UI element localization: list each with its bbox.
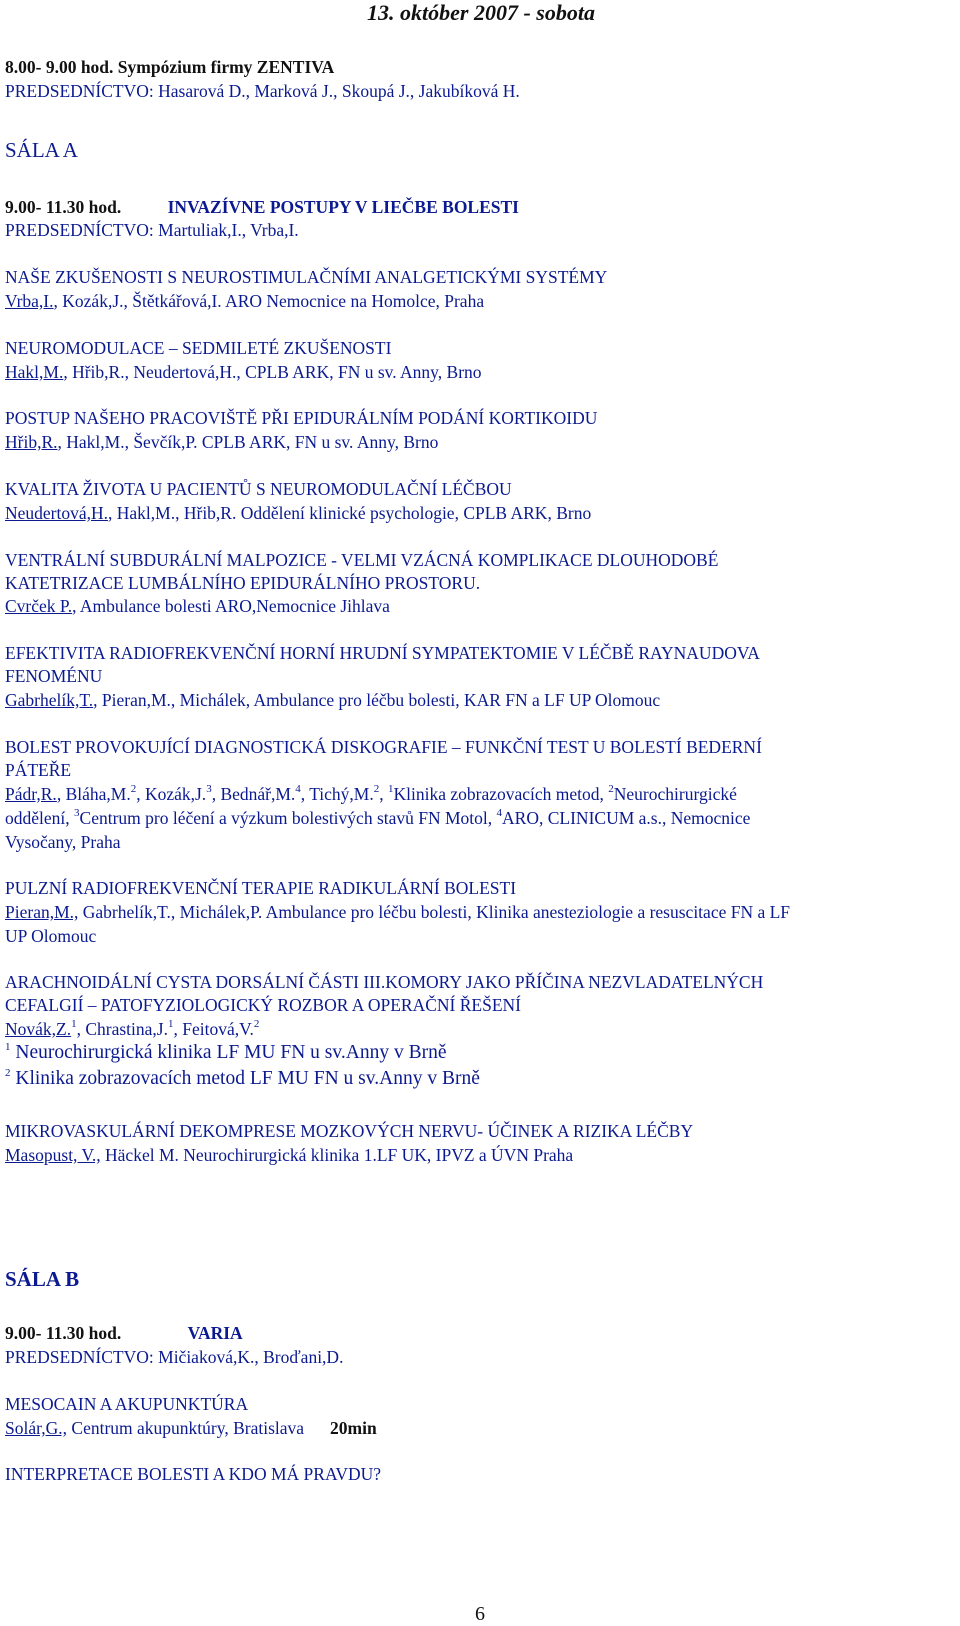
sala-a-chair: PREDSEDNÍCTVO: Martuliak,I., Vrba,I. — [5, 220, 299, 240]
talk-authors — [5, 901, 790, 923]
affiliation: Centrum pro léčení a výzkum bolestivých stavů FN Motol, — [79, 808, 497, 828]
symposium-title: 8.00- 9.00 hod. Sympózium firmy ZENTIVA — [5, 57, 335, 77]
talk-affiliation-cont: Vysočany, Praha — [5, 832, 121, 852]
talk-title: NAŠE ZKUŠENOSTI S NEUROSTIMULAČNÍMI ANALGETICKÝMI SYSTÉMY — [5, 267, 608, 287]
separator: , — [379, 784, 388, 804]
talk-authors — [5, 502, 591, 524]
sala-a-time: 9.00- 11.30 hod. — [5, 197, 122, 217]
sala-b-chair: PREDSEDNÍCTVO: Mičiaková,K., Broďani,D. — [5, 1347, 344, 1367]
coauthors-affiliation: Häckel M. Neurochirurgická klinika 1.LF UK, IPVZ a ÚVN Praha — [100, 1145, 574, 1165]
talk-authors — [5, 290, 484, 312]
talk-title-cont: PÁTEŘE — [5, 760, 72, 780]
talk-affiliation — [5, 807, 750, 829]
talk-title: VENTRÁLNÍ SUBDURÁLNÍ MALPOZICE - VELMI VZÁCNÁ KOMPLIKACE DLOUHODOBÉ — [5, 550, 719, 570]
affiliation-line — [5, 1042, 447, 1064]
coauthor: , Bláha,M. — [56, 784, 131, 804]
talk-title: MIKROVASKULÁRNÍ DEKOMPRESE MOZKOVÝCH NERVU- ÚČINEK A RIZIKA LÉČBY — [5, 1121, 694, 1141]
coauthor: , Kozák,J. — [136, 784, 207, 804]
talk-title: BOLEST PROVOKUJÍCÍ DIAGNOSTICKÁ DISKOGRAFIE – FUNKČNÍ TEST U BOLESTÍ BEDERNÍ — [5, 737, 762, 757]
coauthors-affiliation: , Hakl,M., Hřib,R. Oddělení klinické psychologie, CPLB ARK, Brno — [108, 503, 592, 523]
affiliation: oddělení, — [5, 808, 75, 828]
affiliation-sup: 1 — [388, 783, 394, 796]
coauthor: , Bednář,M. — [211, 784, 296, 804]
sala-a-session — [5, 196, 519, 218]
coauthors-affiliation: , Ambulance bolesti ARO,Nemocnice Jihlava — [72, 596, 390, 616]
affiliation: Klinika zobrazovacích metod LF MU FN u sv.Anny v Brně — [10, 1068, 480, 1089]
talk-authors — [5, 1144, 573, 1166]
presenting-author: Masopust, V., — [5, 1145, 101, 1165]
talk-authors — [5, 1018, 259, 1040]
affiliation-sup: 1 — [5, 1040, 11, 1053]
affiliation: ARO, CLINICUM a.s., Nemocnice — [502, 808, 751, 828]
affiliation-sup: 2 — [373, 783, 380, 796]
talk-authors — [5, 783, 737, 805]
talk-title-cont: FENOMÉNU — [5, 666, 103, 686]
presenting-author: Pádr,R. — [5, 784, 57, 804]
talk-title: MESOCAIN A AKUPUNKTÚRA — [5, 1394, 249, 1414]
sala-b-session-title: VARIA — [187, 1323, 243, 1343]
coauthors-affiliation: , Kozák,J., Štětkářová,I. ARO Nemocnice na Homolce, Praha — [53, 291, 485, 311]
talk-title: EFEKTIVITA RADIOFREKVENČNÍ HORNÍ HRUDNÍ SYMPATEKTOMIE V LÉČBĚ RAYNAUDOVA — [5, 643, 760, 663]
affiliation-sup: 4 — [295, 783, 301, 796]
affiliation-sup: 3 — [206, 783, 212, 796]
presenting-author: Cvrček P. — [5, 596, 73, 616]
talk-title-cont: KATETRIZACE LUMBÁLNÍHO EPIDURÁLNÍHO PROSTORU. — [5, 573, 481, 593]
affiliation: Klinika zobrazovacích metod, — [393, 784, 609, 804]
sala-a-session-title: INVAZÍVNE POSTUPY V LIEČBE BOLESTI — [167, 197, 519, 217]
coauthor: , Feitová,V. — [173, 1019, 254, 1039]
coauthors-affiliation: , Hakl,M., Ševčík,P. CPLB ARK, FN u sv. Anny, Brno — [57, 432, 439, 452]
presenting-author: Neudertová,H. — [5, 503, 109, 523]
affiliation: Neurochirurgické — [613, 784, 737, 804]
talk-authors — [5, 689, 660, 711]
talk-authors — [5, 361, 482, 383]
talk-title: ARACHNOIDÁLNÍ CYSTA DORSÁLNÍ ČÁSTI III.KOMORY JAKO PŘÍČINA NEZVLADATELNÝCH — [5, 972, 764, 992]
affiliation-sup: 1 — [168, 1018, 174, 1031]
talk-title: POSTUP NAŠEHO PRACOVIŠTĚ PŘI EPIDURÁLNÍM PODÁNÍ KORTIKOIDU — [5, 408, 598, 428]
sala-b-time: 9.00- 11.30 hod. — [5, 1323, 122, 1343]
presenting-author: Hřib,R. — [5, 432, 58, 452]
talk-authors — [5, 1417, 377, 1439]
coauthors-affiliation: , Hřib,R., Neudertová,H., CPLB ARK, FN u sv. Anny, Brno — [63, 362, 482, 382]
symposium-chair: PREDSEDNÍCTVO: Hasarová D., Marková J., Skoupá J., Jakubíková H. — [5, 81, 520, 101]
coauthor: , Chrastina,J. — [76, 1019, 168, 1039]
talk-title-cont: CEFALGIÍ – PATOFYZIOLOGICKÝ ROZBOR A OPERAČNÍ ŘEŠENÍ — [5, 995, 521, 1015]
sala-a-title: SÁLA A — [5, 138, 78, 162]
affiliation-sup: 2 — [130, 783, 137, 796]
coauthors-affiliation: Gabrhelík,T., Michálek,P. Ambulance pro léčbu bolesti, Klinika anesteziologie a resuscitace FN a LF — [78, 902, 791, 922]
affiliation-sup: 2 — [608, 783, 614, 796]
talk-authors — [5, 431, 438, 453]
talk-title: NEUROMODULACE – SEDMILETÉ ZKUŠENOSTI — [5, 338, 392, 358]
affiliation-sup: 1 — [71, 1018, 77, 1031]
coauthors-affiliation: , Pieran,M., Michálek, Ambulance pro léčbu bolesti, KAR FN a LF UP Olomouc — [93, 690, 661, 710]
presenting-author: Pieran,M., — [5, 902, 79, 922]
talk-title: KVALITA ŽIVOTA U PACIENTŮ S NEUROMODULAČNÍ LÉČBOU — [5, 479, 512, 499]
page-date-header: 13. október 2007 - sobota — [367, 0, 595, 25]
sala-b-title: SÁLA B — [5, 1267, 80, 1291]
talk-title: PULZNÍ RADIOFREKVENČNÍ TERAPIE RADIKULÁRNÍ BOLESTI — [5, 878, 517, 898]
talk-authors — [5, 595, 390, 617]
presenting-author: Vrba,I. — [5, 291, 54, 311]
sala-b-session — [5, 1322, 243, 1344]
coauthors-affiliation: Centrum akupunktúry, Bratislava — [67, 1418, 305, 1438]
affiliation-line — [5, 1068, 480, 1090]
affiliation-sup: 4 — [496, 807, 503, 820]
affiliation: Neurochirurgická klinika LF MU FN u sv.Anny v Brně — [10, 1042, 447, 1063]
presenting-author: Gabrhelík,T. — [5, 690, 94, 710]
presenting-author: Solár,G., — [5, 1418, 68, 1438]
talk-duration: 20min — [330, 1418, 377, 1438]
presenting-author: Hakl,M. — [5, 362, 64, 382]
page-number: 6 — [475, 1603, 485, 1625]
talk-affiliation-cont: UP Olomouc — [5, 926, 97, 946]
presenting-author: Novák,Z. — [5, 1019, 72, 1039]
affiliation-sup: 3 — [74, 807, 80, 820]
affiliation-sup: 2 — [5, 1066, 11, 1079]
coauthor: , Tichý,M. — [300, 784, 374, 804]
affiliation-sup: 2 — [253, 1018, 260, 1031]
talk-title: INTERPRETACE BOLESTI A KDO MÁ PRAVDU? — [5, 1464, 382, 1484]
